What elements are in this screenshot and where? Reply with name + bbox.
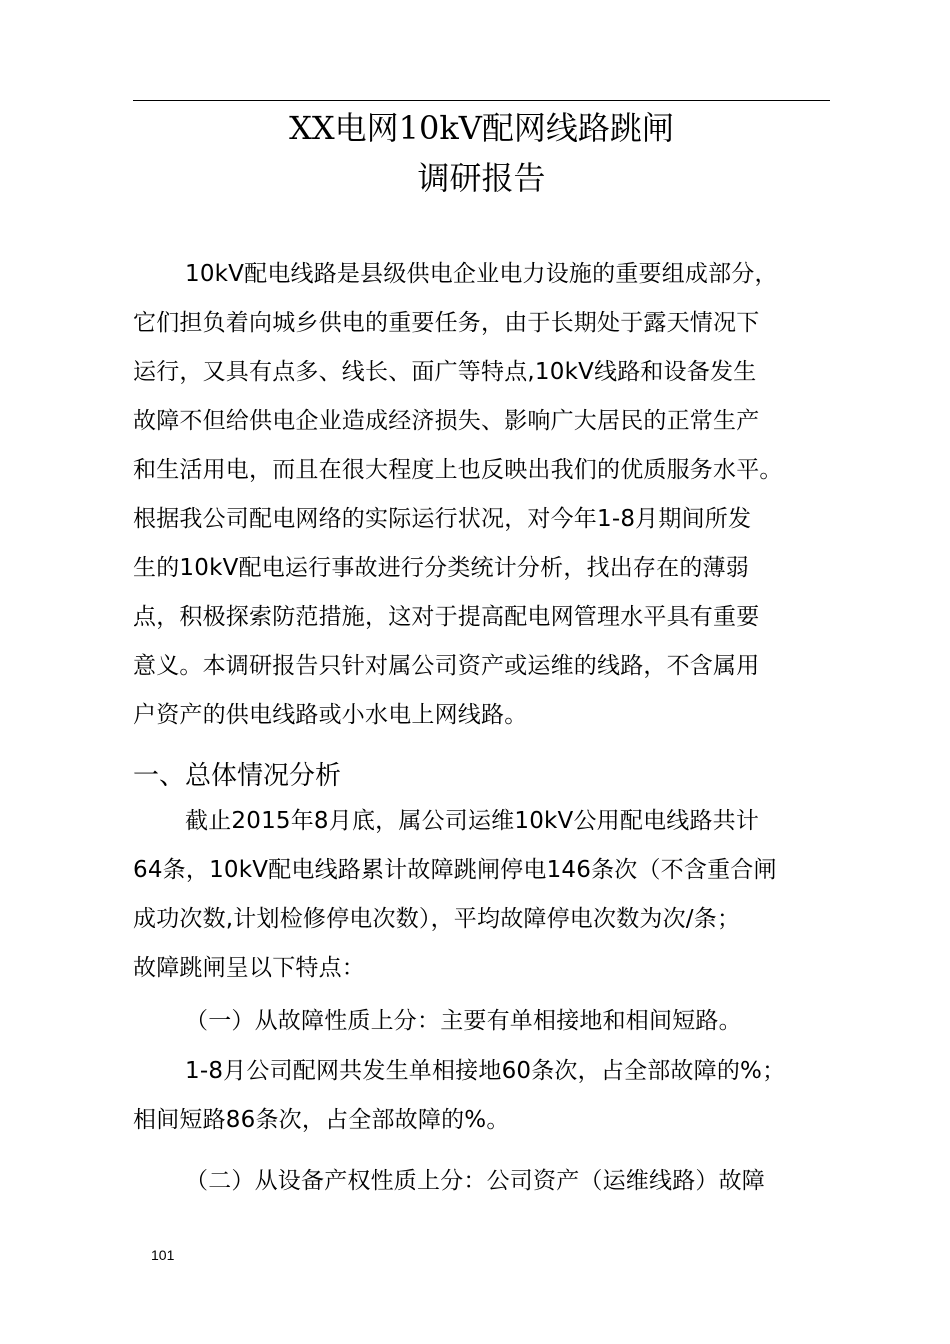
- paragraph-line: 故障不但给供电企业造成经济损失、影响广大居民的正常生产: [133, 408, 760, 434]
- paragraph-line: 根据我公司配电网络的实际运行状况，对今年1-8月期间所发: [133, 506, 752, 532]
- subsection-heading: [133, 997, 830, 1046]
- subsection-heading: [133, 1157, 830, 1206]
- subsection1-paragraph: [133, 1047, 830, 1145]
- paragraph-line: 运行，又具有点多、线长、面广等特点,10kV线路和设备发生: [133, 359, 757, 385]
- page-number: 101: [151, 1247, 175, 1263]
- paragraph-line: 和生活用电，而且在很大程度上也反映出我们的优质服务水平。: [133, 457, 783, 483]
- paragraph-line: 生的10kV配电运行事故进行分类统计分析，找出存在的薄弱: [133, 555, 749, 581]
- header-rule: [133, 100, 830, 101]
- paragraph-line: 1-8月公司配网共发生单相接地60条次，占全部故障的%；: [185, 1058, 786, 1084]
- subsection-heading-text: （二）从设备产权性质上分：公司资产（运维线路）故障: [185, 1168, 765, 1194]
- document-subtitle: 调研报告: [417, 159, 546, 197]
- paragraph-line: 故障跳闸呈以下特点：: [133, 955, 365, 981]
- document-title: XX电网10kV配网线路跳闸: [289, 109, 674, 147]
- paragraph-line: 户资产的供电线路或小水电上网线路。: [133, 702, 528, 728]
- paragraph-line: 意义。本调研报告只针对属公司资产或运维的线路，不含属用: [133, 653, 760, 679]
- intro-paragraph: [133, 250, 830, 740]
- paragraph-line: 10kV配电线路是县级供电企业电力设施的重要组成部分，: [185, 261, 778, 287]
- paragraph-line: 相间短路86条次，占全部故障的%。: [133, 1107, 510, 1133]
- section1-paragraph: [133, 797, 830, 993]
- paragraph-line: 64条，10kV配电线路累计故障跳闸停电146条次（不含重合闸: [133, 857, 777, 883]
- paragraph-line: 点，积极探索防范措施，这对于提高配电网管理水平具有重要: [133, 604, 760, 630]
- paragraph-line: 成功次数,计划检修停电次数），平均故障停电次数为次/条；: [133, 906, 741, 932]
- section-heading: 一、总体情况分析: [133, 761, 342, 791]
- paragraph-line: 截止2015年8月底，属公司运维10kV公用配电线路共计: [185, 808, 760, 834]
- subsection-heading-text: （一）从故障性质上分：主要有单相接地和相间短路。: [185, 1008, 742, 1034]
- paragraph-line: 它们担负着向城乡供电的重要任务，由于长期处于露天情况下: [133, 310, 760, 336]
